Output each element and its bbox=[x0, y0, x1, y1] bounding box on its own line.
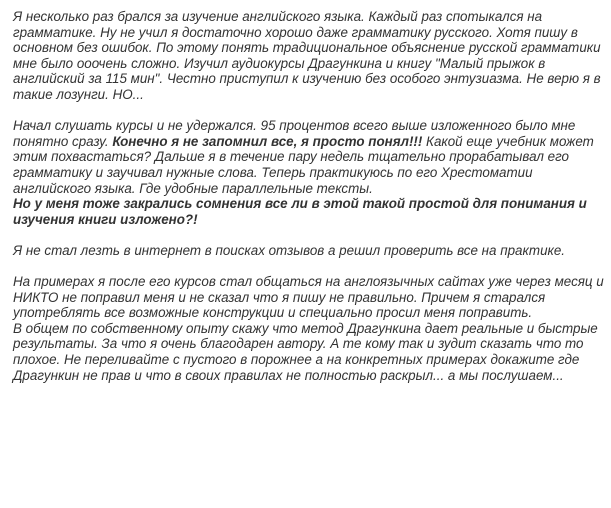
experience-emphasis: Конечно я не запомнил все, я просто понял!!! bbox=[112, 133, 423, 149]
paragraph-experience bbox=[13, 118, 605, 227]
conclusion-text: На примерах я после его курсов стал общаться на англоязычных сайтах уже через месяц и НИКТО не поправил меня и не сказал что я пишу не правильно. Причем я старался употреблять все возможные конструкции и специально просил меня поправить. bbox=[13, 274, 604, 321]
doubts-emphasis: Но у меня тоже закрались сомнения все ли в этой такой простой для понимания и изучения книги изложено?! bbox=[13, 196, 587, 227]
paragraph-conclusion bbox=[13, 274, 605, 383]
intro-text: Я несколько раз брался за изучение английского языка. Каждый раз спотыкался на грамматике. Ну не учил я достаточно хорошо даже грамматику русского. Хотя пишу в основном без ошибок. По этому понять традициональное объяснение русской грамматики мне было ооочень сложно. Изучил аудиокурсы Драгункина и книгу "Малый прыжок в английский за 115 мин". Честно приступил к изучению без особого энтузиазма. Не верю я в такие лозунги. НО... bbox=[13, 9, 601, 102]
paragraph-intro bbox=[13, 9, 605, 103]
paragraph-practice bbox=[13, 243, 605, 259]
conclusion-text-final: В общем по собственному опыту скажу что метод Драгункина дает реальные и быстрые результаты. За что я очень благодарен автору. А те кому так и зудит сказать что то плохое. Не переливайте с пустого в порожнее а на конкретных примерах докажите где Драгункин не прав и что в своих правилах не полностью раскрыл... а мы послушаем... bbox=[13, 320, 598, 383]
experience-text-continued: Какой еще учебник может этим похвастаться? Дальше я в течение пару недель тщательно прорабатывал его грамматику и заучивал нужные слова. Теперь практикуюсь по его Хрестоматии английского языка. Где удобные параллельные тексты. bbox=[13, 133, 594, 196]
experience-text: Начал слушать курсы и не удержался. 95 процентов всего выше изложенного было мне понятно сразу. bbox=[13, 118, 576, 149]
practice-text: Я не стал лезть в интернет в поисках отзывов а решил проверить все на практике. bbox=[13, 242, 566, 258]
